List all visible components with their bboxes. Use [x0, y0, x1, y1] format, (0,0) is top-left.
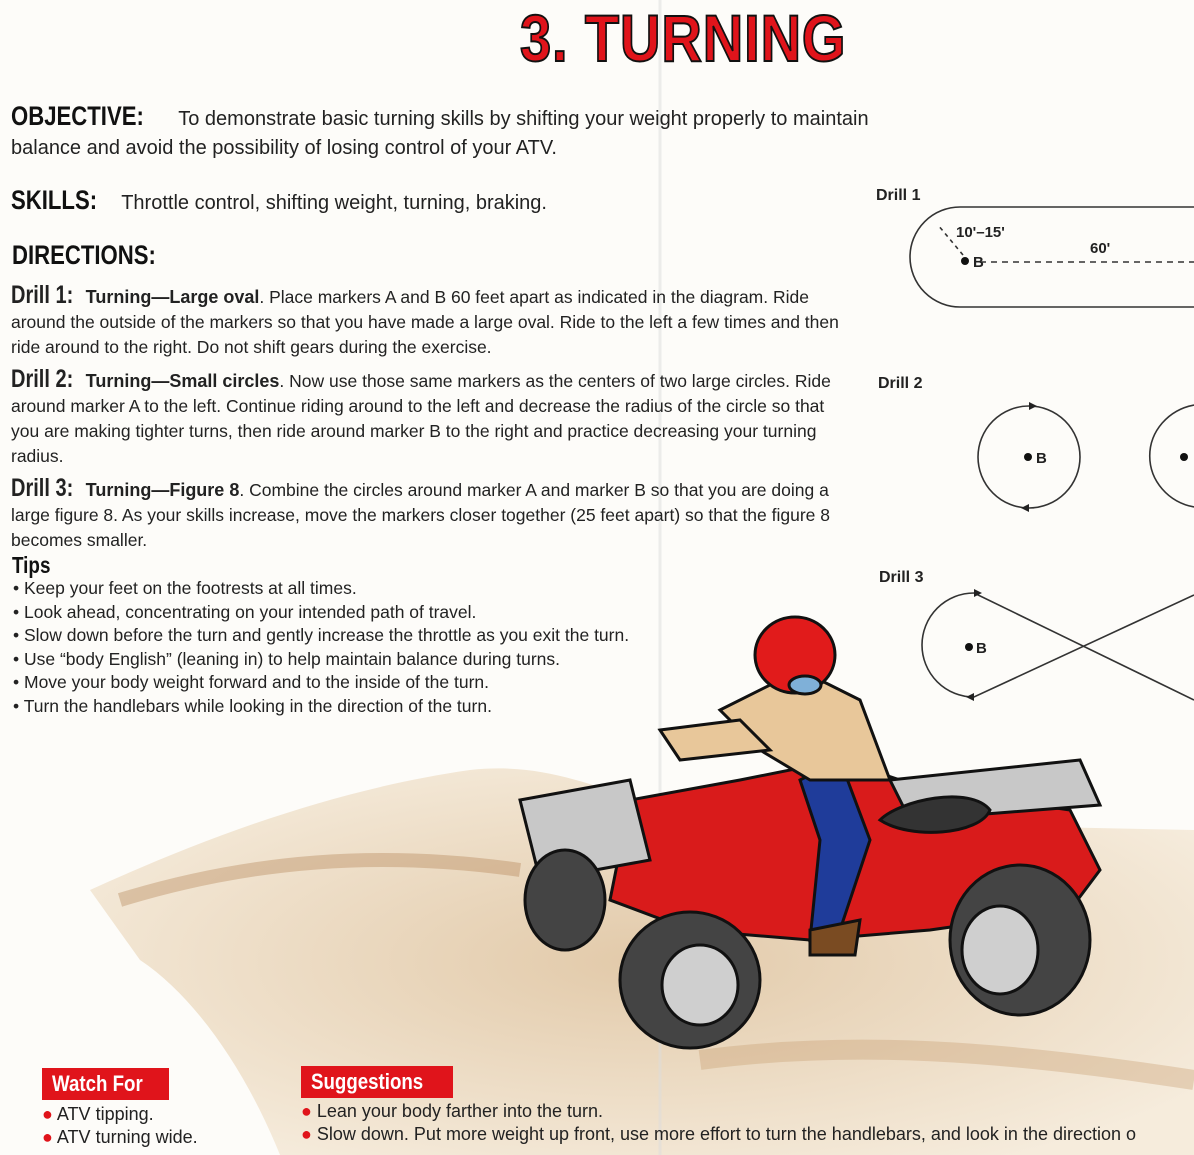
marker-b-label: B — [1036, 450, 1047, 467]
tip-item: • Keep your feet on the footrests at all times. — [13, 577, 629, 601]
drill-name: Turning—Small circles — [85, 371, 280, 391]
marker-b-label: B — [976, 640, 987, 657]
tip-item: • Use “body English” (leaning in) to help maintain balance during turns. — [13, 648, 629, 672]
drill-label: Drill 2: — [11, 365, 74, 393]
tip-item: • Turn the handlebars while looking in the direction of the turn. — [13, 695, 629, 719]
radius-label: 10'–15' — [956, 224, 1005, 241]
suggestions-label: Suggestions — [311, 1069, 424, 1094]
drill-3-text — [11, 476, 856, 553]
drill-description: . Combine the circles around marker A and marker B so that you are doing a large figure 8. As your skills increase, move the markers closer together (25 feet apart) so that the figure 8 becomes smaller. — [11, 480, 831, 550]
watch-for-section — [42, 1068, 198, 1149]
bullet-icon: ● — [42, 1104, 57, 1124]
marker-b-label: B — [973, 254, 984, 271]
suggestions-section — [301, 1066, 1136, 1146]
suggestions-badge — [301, 1066, 453, 1098]
watch-for-item: ATV turning wide. — [56, 1127, 198, 1147]
objective — [11, 102, 971, 163]
bullet-icon: ● — [301, 1124, 317, 1144]
drill-label: Drill 1: — [11, 281, 74, 309]
tips-heading — [12, 552, 59, 579]
skills — [11, 186, 547, 218]
skills-text: Throttle control, shifting weight, turning, braking. — [121, 192, 547, 214]
tip-item: • Move your body weight forward and to the inside of the turn. — [13, 671, 629, 695]
tip-item: • Look ahead, concentrating on your intended path of travel. — [13, 601, 629, 625]
skills-label: SKILLS: — [11, 185, 98, 215]
bullet-icon: ● — [301, 1101, 317, 1121]
directions-heading — [12, 240, 188, 271]
page-title: 3. TURNING — [520, 1, 847, 75]
drill-name: Turning—Large oval — [85, 287, 260, 307]
drill-description: . Now use those same markers as the centers of two large circles. Ride around marker A to the left. Continue riding around to the left and decrease the radius of the circle so that you are making tighter turns, then ride around marker B to the right and practice decreasing your turning radius. — [11, 371, 831, 466]
drill-2-text — [11, 367, 831, 469]
atv-rider-illustration — [510, 610, 1110, 1050]
drill-3-diagram-label: Drill 3 — [879, 569, 924, 586]
drill-2-circles — [978, 405, 1194, 508]
drill-1-text — [11, 283, 861, 360]
directions-label: DIRECTIONS: — [12, 240, 156, 270]
tips-label: Tips — [12, 552, 51, 578]
drill-1-oval — [910, 207, 1194, 307]
tip-item: • Slow down before the turn and gently increase the throttle as you exit the turn. — [13, 624, 629, 648]
drill-name: Turning—Figure 8 — [85, 480, 240, 500]
suggestion-item: Lean your body farther into the turn. — [316, 1101, 604, 1121]
watch-for-item: ATV tipping. — [56, 1104, 154, 1124]
drill-description: . Place markers A and B 60 feet apart as indicated in the diagram. Ride around the outside of the markers so that you have made a large oval. Ride to the left a few times and then ride around to the right. Do not shift gears during the exercise. — [11, 287, 839, 357]
suggestion-item: Slow down. Put more weight up front, use more effort to turn the handlebars, and look in the direction o — [316, 1124, 1137, 1144]
drill-1-diagram-label: Drill 1 — [876, 187, 921, 204]
objective-label: OBJECTIVE: — [11, 101, 144, 131]
drill-2-diagram-label: Drill 2 — [878, 375, 923, 392]
bullet-icon: ● — [42, 1127, 57, 1147]
distance-label: 60' — [1090, 240, 1111, 257]
objective-text-2: balance and avoid the possibility of losing control of your ATV. — [11, 137, 557, 159]
watch-for-label: Watch For — [52, 1071, 143, 1096]
objective-text: To demonstrate basic turning skills by shifting your weight properly to maintain — [178, 108, 869, 130]
drill-label: Drill 3: — [11, 474, 74, 502]
watch-for-badge — [42, 1068, 169, 1100]
